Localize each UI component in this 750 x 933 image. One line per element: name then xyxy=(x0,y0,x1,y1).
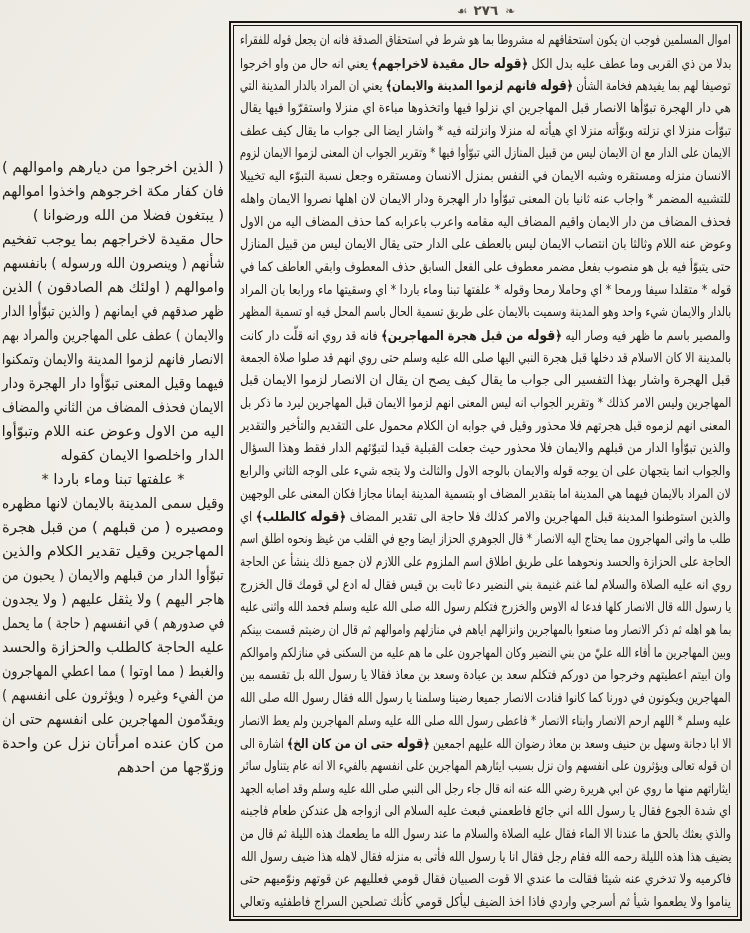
margin-note-line: ظهر صدقهم في ايمانهم ( والذين تبوّأوا الدار xyxy=(2,304,224,320)
main-text-line: الانسان منزله ومستقره وشبه الايمان في النفس بمنزل الانسان ومستقره وجعل نسبة التبوّء اليه تخييلا xyxy=(240,169,731,185)
main-text-line: اموال المسلمين فوجب ان يكون استحقاقهم له مشروطا بما هو شرط في استحقاق الصدقة فانه ان يجعل قوله للفقراء xyxy=(240,33,731,48)
main-text-line: المهاجرين وليس الامر كذلك * وتقرير الجواب انه ليس المعنى انهم لزموا الايمان قبل المهاجرين ليرد ما ذكر بل xyxy=(239,396,731,411)
margin-note-line: في صدورهم ) في انفسهم ( حاجة ) ما يحمل xyxy=(1,616,224,632)
main-text-line: بالمدينة الا كان الاسلام قد دخلها قبل هجرة النبي اليها صلى الله عليه وسلم حتى روي انهم قد صلوا صلاة الجمعة xyxy=(239,350,731,366)
floral-ornament-left-icon: ☙ xyxy=(456,4,467,18)
main-text-line: توصيفا لهم بما يفيدهم فخامة الشأن ﴿قوله فانهم لزموا المدينة والايمان﴾ يعني ان المراد بالدار المدينة التي xyxy=(240,77,731,95)
margin-note-line: وزوّجها من احدهم xyxy=(117,760,224,776)
margin-note-line: وقيل سمى المدينة بالايمان لانها مظهره xyxy=(1,496,224,512)
margin-note-line: اليه من الاول وعوض عنه اللام وتبوّأوا xyxy=(1,424,224,440)
main-text-line: حتى يتبوّأ فيه بل هو منصوب بفعل مضمر معطوف على الفعل السابق حذف المعطوف وابقي العاطف كما في xyxy=(240,259,731,275)
main-text-line: اي شدة الجوع فقال يا رسول الله اني جائع فاطعمني فبعث عليه السلام الى ازواجه هل عندكن طعام فاجبنه xyxy=(240,804,731,820)
main-text-line: الا ابا دجانة وسهل بن حنيف وسعد بن معاذ رضوان الله عليهم اجمعين ﴿قوله حتى ان من كان الخ﴾ اشارة الى xyxy=(239,735,731,753)
margin-note-line: المهاجرين وقيل تقدير الكلام والذين xyxy=(2,544,224,560)
margin-note-line: واموالهم ( اولئك هم الصادقون ) الذين xyxy=(1,280,224,296)
main-text-block xyxy=(233,25,738,917)
main-text-line: يا رسول الله قال الانصار كلها فدعا له الاوس والخزرج فتكلم رسول الله صلى الله عليه وسلم فحمد الله واثنى عليه xyxy=(239,600,731,616)
margin-note-line: والغبط ( مما اوتوا ) مما اعطي المهاجرون xyxy=(1,664,224,680)
page-frame xyxy=(229,21,742,921)
main-text-line: ايثاراتهم منها ما روي عن ابي هريرة رضي الله عنه انه قال جاء رجل الى النبي صلى الله عليه وسلم وقد اصابه الجهد xyxy=(240,781,731,797)
qawluhu-marker: ﴿قوله حال مقيدة لاخراجهم﴾ xyxy=(371,54,528,72)
margin-note-line: ( الذين اخرجوا من ديارهم واموالهم ) xyxy=(2,160,224,176)
main-text-line: بالدار والايمان شيء واحد وهو المدينة وسميت بالايمان على طريق تسمية الحال باسم المحل فيه او تسمية المظهر xyxy=(239,305,731,321)
main-text-line: فاكرميه ولا تدخري عنه شيئا فقالت ما عندي الا قوت الصبيان فقال قومي فعلليهم عن قوتهم ونوّميهم حتى xyxy=(239,872,731,888)
main-text-line: وبين المهاجرين ما أفاء الله عليّ من بني النضير وكان المهاجرون على ما هم عليه من السكنى في منازلكم واموالكم xyxy=(240,645,731,661)
main-text-line: الايمان على الدار مع ان الايمان ليس من قبيل المنازل التي تبوّأوا فيها * وتقرير الجواب ان المعنى لزموا الايمان لزوم xyxy=(240,146,731,162)
qawluhu-marker: ﴿قوله حتى ان من كان الخ﴾ xyxy=(286,735,430,753)
main-text-line: روي انه عليه الصلاة والسلام لما غنم غنيمة بني النضير دعا ثابت بن قيس فقال له ادع لي قومك قال الخزرج xyxy=(239,577,731,593)
main-text-line: تبوّأت منزلا اي نزلته وبوّأته منزلا اي هيأته له منزلا وانزلته فيه * واشار ايضا الى جواب ما يقال كيف عطف xyxy=(239,123,731,139)
main-text-line: لان المراد بالايمان فيهما هي المدينة اما بتقدير المضاف او بتسمية المدينة ايمانا مجازا فكان المعنى على الوجهين xyxy=(240,486,731,502)
main-text-line: وعوض عنه اللام وثالثا بان انتصاب الايمان ليس بالعطف على الدار حتى يقال الايمان ليس من قبيل المنازل xyxy=(239,237,731,253)
main-text-line: الحاجة على الحزازة والحسد ونحوهما على طريق اطلاق اسم الملزوم على اللازم لان جميع ذلك ينشأ عن الحاجة xyxy=(240,554,731,570)
margin-note-line: ويقدّمون المهاجرين على انفسهم حتى ان xyxy=(1,712,224,728)
margin-note-line: من الفيء وغيره ( ويؤثرون على انفسهم ) xyxy=(1,688,224,704)
qawluhu-marker: ﴿قوله فانهم لزموا المدينة والايمان﴾ xyxy=(386,77,574,95)
main-text-line: قبل الهجرة واشار بهذا التفسير الى جواب ما يقال كيف يصح ان يقال ان الانصار لزموا الايمان قبل xyxy=(240,373,731,389)
main-text-line: بما هو اهله ثم ذكر الانصار وما صنعوا بالمهاجرين وانزالهم اياهم في منازلهم واموالهم ثم قال ان رضيتم قسمت بينكم xyxy=(239,622,731,638)
main-text-line: طلب ما واتى المهاجرون مما يحتاج اليه الانصار * قال الجوهري الحزاز ايضا وجع في القلب من غيظ ونحوه اطلق اسم xyxy=(240,532,731,548)
main-text-line: فحذف المضاف من دار الايمان واقيم المضاف اليه مقامه واعرب باعرابه كما حذف المضاف اليه من الاول xyxy=(239,214,731,230)
main-text-line: والذين استوطنوا المدينة قبل المهاجرين والامر كذلك فلا حاجة الى تقدير المضاف ﴿قوله كالطلب﴾ اي xyxy=(240,508,731,526)
main-text-line: عليه وسلم * اللهم ارحم الانصار وابناء الانصار * فاعطى رسول الله صلى الله عليه وسلم المهاجرين ولم يعط الانصار xyxy=(239,713,731,729)
margin-note-line: الدار واخلصوا الايمان كقوله xyxy=(60,448,224,464)
margin-note-line: * علفتها تبنا وماء باردا * xyxy=(41,472,185,488)
main-text-line: المهاجرين ويكونون في دورنا كما كانوا فنادت الانصار جميعا رضينا وسلمنا يا رسول الله فقال رسول الله صلى الله xyxy=(240,690,731,706)
page-number: ٢٧٦ xyxy=(473,3,499,19)
margin-note-line: ومصيره ( من قبلهم ) من قبل هجرة xyxy=(2,520,224,536)
main-text-line: والجواب انما يتجهان على ان يوجه قوله والايمان بالوجه الاول والثالث ولا يتجه شيء على الوجه الثاني والرابع xyxy=(240,464,731,480)
qawluhu-marker: ﴿قوله من قبل هجرة المهاجرين﴾ xyxy=(381,326,563,344)
qawluhu-marker: ﴿قوله كالطلب﴾ xyxy=(256,508,347,526)
main-text-line: المعنى انهم لزموه قبل هجرتهم فلا محذور وقيل في جوابه ان الكلام محمول على التقديم والتأخير والتقدير xyxy=(239,418,731,434)
margin-note-line: الايمان فحذف المضاف من الثاني والمضاف xyxy=(2,400,224,416)
main-text-line: ان قوله تعالى ويؤثرون على انفسهم وان نزل بسبب ايثارهم المهاجرين على انفسهم بالفيء الا انه عام يتناول سائر xyxy=(239,759,731,774)
main-text-line: والمصير باسم ما ظهر فيه وصار اليه ﴿قوله من قبل هجرة المهاجرين﴾ فانه قد روي انه قلّت دار كانت xyxy=(240,326,731,344)
main-text-line: يضيف هذا هذه الليلة رحمه الله فقام رجل فقال انا يا رسول الله فأتى به منزله فقال لاهله هذا ضيف رسول الله xyxy=(240,849,731,865)
margin-note-line: والايمان ) عطف على المهاجرين والمراد بهم xyxy=(2,328,224,344)
main-text-line: للتشبيه المضمر * واجاب عنه ثانيا بان المعنى تبوّأوا دار الهجرة ودار الايمان لان اهلها نصروا الايمان واهله xyxy=(240,191,731,207)
margin-note-line: حال مقيدة لاخراجهم بما يوجب تفخيم xyxy=(2,232,224,248)
main-text-line: والذي بعثك بالحق ما عندنا الا الماء فقال عليه الصلاة والسلام ما عند رسول الله ما يطعمك هذه الليلة ثم قال من xyxy=(239,827,731,843)
main-text-line: وان ابيتم اعطيتهم وخرجوا من دوركم فتكلم سعد بن عبادة وسعد بن معاذ فقالا يا رسول الله بل تقسمه بين xyxy=(240,668,731,684)
margin-note-line: هاجر اليهم ) ولا يثقل عليهم ( ولا يجدون xyxy=(1,592,224,608)
margin-notes-block xyxy=(2,156,224,780)
margin-note-line: عليه الحاجة كالطلب والحزازة والحسد xyxy=(1,640,224,656)
page-header xyxy=(229,1,742,21)
margin-note-line: فيهما وقيل المعنى تبوّأوا دار الهجرة ودار xyxy=(1,376,224,392)
floral-ornament-right-icon: ❧ xyxy=(505,4,515,18)
main-text-line: والذين تبوّأوا الدار من قبلهم والايمان فلا محذور حيث جعلت القبلية قيدا لتبوّئهم الدار فقط وهذا السؤال xyxy=(240,441,731,457)
margin-note-line: تبوّأوا الدار من قبلهم والايمان ( يحبون من xyxy=(2,568,224,584)
margin-note-line: شأنهم ( وينصرون الله ورسوله ) بانفسهم xyxy=(2,256,224,272)
main-text-line: يناموا ولا يطعموا شيأ ثم أسرجي واردي فاذا اخذ الضيف ليأكل قومي كأنك تصلحين السراج فاطفئيه وتعالي xyxy=(240,895,731,911)
main-text-line: قوله * متقلدا سيفا ورمحا * اي وحاملا رمحا وقوله * علفتها تبنا وماء باردا * اي وسقيتها ماء ورابعا بان المراد xyxy=(239,282,731,298)
margin-note-line: من كان عنده امرأتان نزل عن واحدة xyxy=(1,736,224,752)
margin-note-line: فان كفار مكة اخرجوهم واخذوا اموالهم xyxy=(2,184,224,200)
margin-note-line: ( يبتغون فضلا من الله ورضوانا ) xyxy=(32,208,224,224)
margin-note-line: الانصار فانهم لزموا المدينة والايمان وتمكنوا xyxy=(2,352,224,368)
main-text-line: هي دار الهجرة تبوّأها الانصار قبل المهاجرين اي نزلوا فيها واتخذوها مباءة اي منزلا واستقرّوا فيها يقال xyxy=(240,101,731,117)
main-text-line: بدلا من ذي القربى وما عطف عليه بدل الكل ﴿قوله حال مقيدة لاخراجهم﴾ يعني انه حال من واو اخرجوا xyxy=(239,54,731,72)
